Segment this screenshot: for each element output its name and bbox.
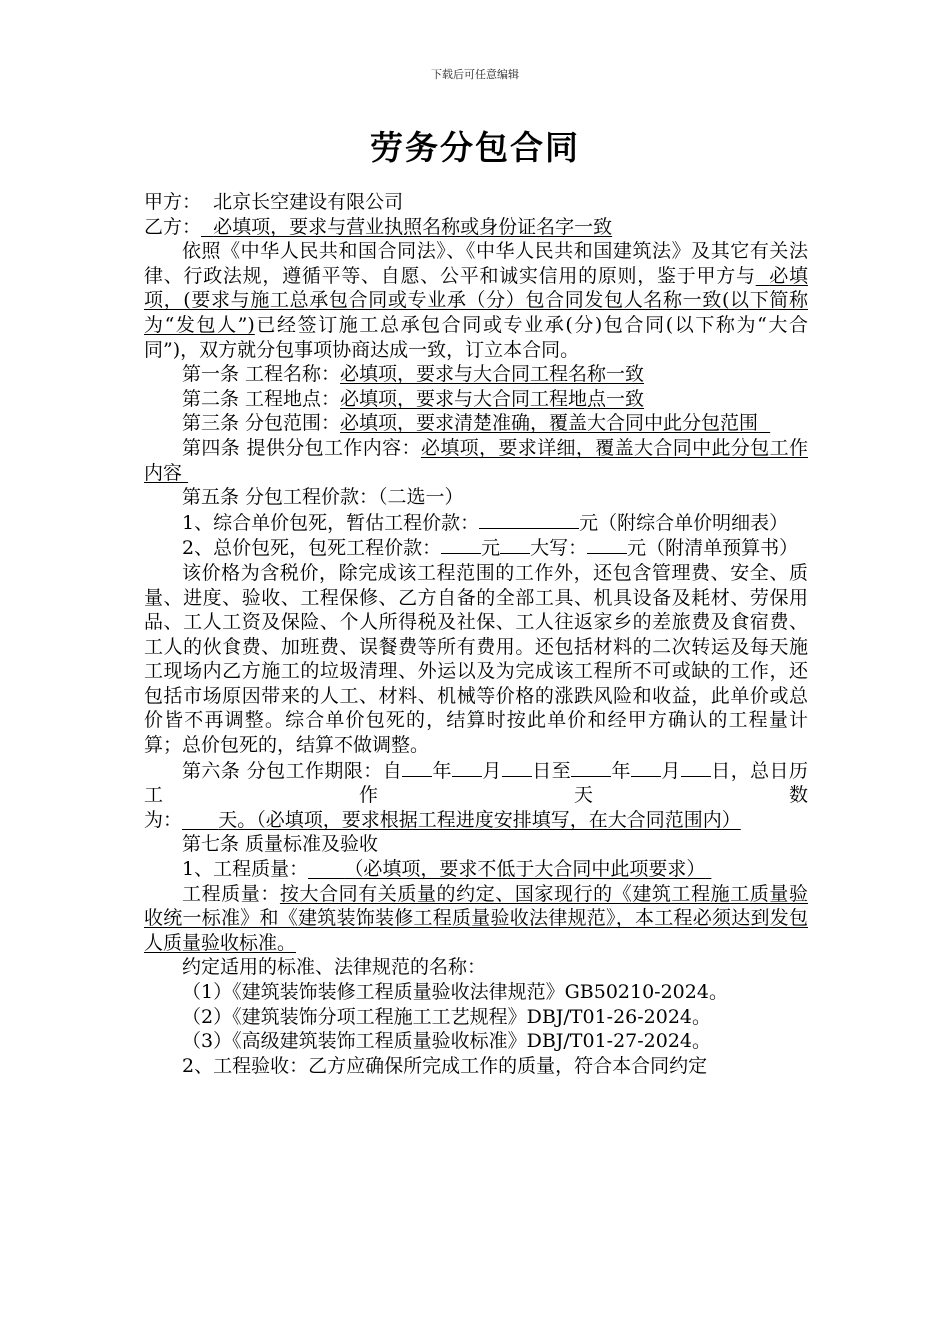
party-a-name: 北京长空建设有限公司 bbox=[213, 191, 404, 213]
party-a-line: 甲方： 北京长空建设有限公司 bbox=[144, 191, 404, 213]
article-1: 第一条 工程名称：必填项，要求与大合同工程名称一致 bbox=[182, 363, 645, 386]
standard-1: （1）《建筑装饰装修工程质量验收法律规范》GB50210-2024。 bbox=[182, 981, 728, 1003]
contract-body bbox=[144, 190, 808, 1078]
party-b-field: 必填项，要求与营业执照名称或身份证名字一致 bbox=[213, 215, 613, 238]
price-option-1: 1、综合单价包死，暂估工程价款： 元（附综合单价明细表） bbox=[182, 511, 789, 534]
project-name-field: 必填项，要求与大合同工程名称一致 bbox=[340, 363, 645, 386]
standard-3: （3）《高级建筑装饰工程质量验收标准》DBJ/T01-27-2024。 bbox=[182, 1030, 712, 1053]
standards-heading: 约定适用的标准、法律规范的名称： bbox=[182, 956, 487, 979]
quality-requirement: 1、工程质量： （必填项，要求不低于大合同中此项要求） bbox=[144, 857, 808, 882]
lump-sum-blank bbox=[441, 535, 481, 554]
scope-field: 必填项，要求清楚准确，覆盖大合同中此分包范围 bbox=[340, 412, 759, 435]
contract-title: 劳务分包合同 bbox=[370, 128, 580, 167]
quality-field: （必填项，要求不低于大合同中此项要求） bbox=[344, 858, 706, 881]
article-3: 第三条 分包范围：必填项，要求清楚准确，覆盖大合同中此分包范围 bbox=[144, 411, 808, 436]
header-note: 下载后可任意编辑 bbox=[431, 68, 519, 81]
capital-amount-blank bbox=[587, 535, 627, 554]
article-5-heading: 第五条 分包工程价款：（二选一） bbox=[182, 486, 464, 509]
intro-paragraph: 依照《中华人民共和国合同法》、《中华人民共和国建筑法》及其它有关法律、行政法规，遵循平等、自愿、公平和诚实信用的原则，鉴于甲方与 必填项，(要求与施工总承包合同或专业承（分）包合同发包人名称一致(以下简称为“发包人”)已经签订施工总承包合同或专业承(分)包合同(以下称为“大合同”)，双方就分包事项协商达成一致，订立本合同。 bbox=[144, 240, 808, 361]
work-content-field: 必填项，要求详细，覆盖大合同中此分包工作内容 bbox=[144, 436, 808, 484]
duration-field: 天。（必填项，要求根据工程进度安排填写，在大合同范围内） bbox=[218, 808, 741, 831]
intro-field: 必填项，(要求与施工总承包合同或专业承（分）包合同发包人名称一致(以下简称为“发包人”) bbox=[144, 264, 808, 336]
acceptance-paragraph: 2、工程验收：乙方应确保所完成工作的质量，符合本合同约定 bbox=[182, 1054, 708, 1077]
standard-2: （2）《建筑装饰分项工程施工工艺规程》DBJ/T01-26-2024。 bbox=[182, 1005, 712, 1028]
start-month-blank bbox=[452, 758, 482, 777]
article-6: 第六条 分包工作期限：自 年 月 日至 年 月 日，总日历工作天数为： 天。（必填项，要求根据工程进度安排填写，在大合同范围内） bbox=[144, 759, 808, 831]
start-day-blank bbox=[502, 758, 532, 777]
end-month-blank bbox=[631, 758, 661, 777]
start-year-blank bbox=[402, 758, 432, 777]
price-note-paragraph: 该价格为含税价，除完成该工程范围的工作外，还包含管理费、安全、质量、进度、验收、工程保修、乙方自备的全部工具、机具设备及耗材、劳保用品、工人工资及保险、个人所得税及社保、工人往返家乡的差旅费及食宿费、工人的伙食费、加班费、误餐费等所有费用。还包括材料的二次转运及每天施工现场内乙方施工的垃圾清理、外运以及为完成该工程所不可或缺的工作，还包括市场原因带来的人工、材料、机械等价格的涨跌风险和收益，此单价或总价皆不再调整。综合单价包死的，结算时按此单价和经甲方确认的工程量计算；总价包死的，结算不做调整。 bbox=[144, 561, 808, 757]
article-7-heading: 第七条 质量标准及验收 bbox=[182, 833, 379, 856]
article-4: 第四条 提供分包工作内容：必填项，要求详细，覆盖大合同中此分包工作内容 bbox=[144, 436, 808, 484]
end-day-blank bbox=[681, 758, 711, 777]
end-year-blank bbox=[571, 758, 611, 777]
party-b-line: 乙方： 必填项，要求与营业执照名称或身份证名字一致 bbox=[144, 215, 613, 238]
quality-standard-field: 按大合同有关质量的约定、国家现行的《建筑工程施工质量验收统一标准》和《建筑装饰装修工程质量验收法律规范》，本工程必须达到发包人质量验收标准。 bbox=[144, 882, 808, 954]
article-2: 第二条 工程地点：必填项，要求与大合同工程地点一致 bbox=[182, 387, 645, 410]
price-option-2: 2、总价包死，包死工程价款： 元 大写： 元（附清单预算书） bbox=[182, 537, 799, 560]
project-location-field: 必填项，要求与大合同工程地点一致 bbox=[340, 387, 645, 410]
lump-sum-gap-blank bbox=[500, 535, 530, 554]
quality-standard-paragraph: 工程质量：按大合同有关质量的约定、国家现行的《建筑工程施工质量验收统一标准》和《建筑装饰装修工程质量验收法律规范》，本工程必须达到发包人质量验收标准。 bbox=[144, 882, 808, 954]
estimated-price-blank bbox=[479, 510, 579, 529]
